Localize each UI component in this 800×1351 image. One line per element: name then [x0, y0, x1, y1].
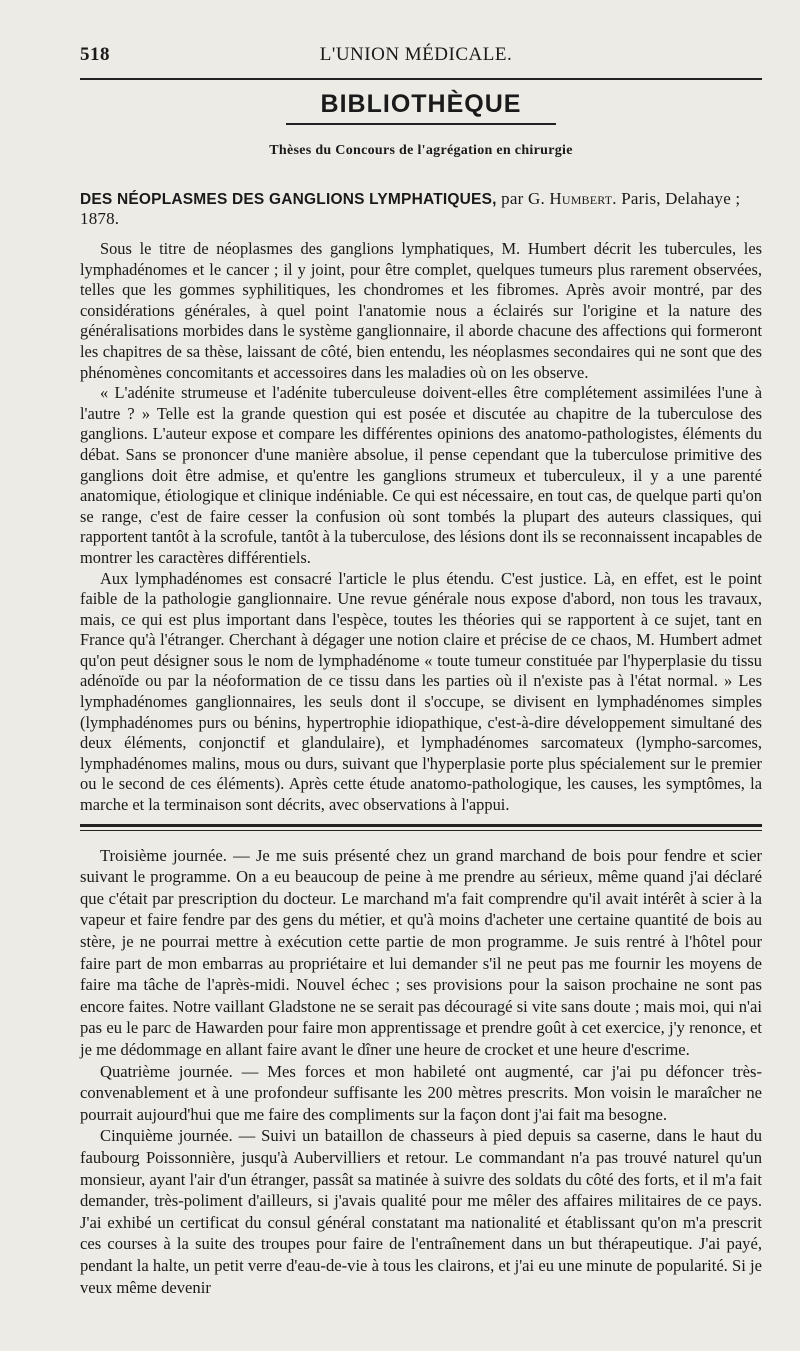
review-paragraph: Aux lymphadénomes est consacré l'article le plus étendu. C'est justice. Là, en effet, est le point faible de la pathologie ganglionnaire. Une revue générale nous expose d'abord, non tous les travaux, mais, ce qui est plus important dans l'espèce, toutes les théories qui se rapportent à ce sujet, tant en France qu'à l'étranger. Cherchant à dégager une notion claire et précise de ce chaos, M. Humbert admet qu'on peut désigner sous le nom de lymphadénome « toute tumeur constituée par l'hyperplasie du tissu adénoïde ou par la néoformation de ce tissu dans les parties où il n'existe pas à l'état normal. » Les lymphadénomes ganglionnaires, les seuls dont il s'occupe, se divisent en lymphadénomes simples (lymphadénomes purs ou bénins, hypertrophie idiopathique, c'est-à-dire développement simultané des deux éléments, conjonctif et glandulaire), et lymphadénomes sarcomateux (lympho-sarcomes, lymphadénomes malins, mous ou durs, suivant que l'hyperplasie porte plus spécialement sur le premier ou le second de ces éléments). Après cette étude anatomo-pathologique, les causes, les symptômes, la marche et la terminaison sont décrits, avec observations à l'appui. [80, 568, 762, 815]
feuilleton-divider-thin [80, 830, 762, 831]
review-author: G. Humbert. [527, 189, 617, 208]
review-paragraph: « L'adénite strumeuse et l'adénite tuberculeuse doivent-elles être complétement assimilées l'une à l'autre ? » Telle est la grande question qui est posée et discutée au chapitre de la tuberculose des ganglions. L'auteur expose et compare les différentes opinions des anatomo-pathologistes, éléments du débat. Sans se prononcer d'une manière absolue, il pense cependant que la tuberculose primitive des ganglions doit être admise, et qu'entre les ganglions strumeux et tuberculeux, il y a une parenté anatomique, étiologique et clinique indéniable. Ce qui est nécessaire, en tout cas, de quelque parti qu'on se range, c'est de faire cesser la confusion où sont tombés la plupart des auteurs classiques, qui rapportent tantôt à la scrofule, tantôt à la tuberculose, des lésions dont ils se reconnaissent incapables de montrer les caractères différentiels. [80, 383, 762, 567]
review-heading [80, 189, 762, 229]
feuilleton-body [80, 845, 762, 1298]
page-header [80, 44, 762, 72]
running-title: L'UNION MÉDICALE. [319, 44, 513, 65]
review-publication: Paris, Delahaye ; 1878. [80, 189, 741, 228]
review-by: par [501, 189, 524, 208]
feuilleton-divider [80, 824, 762, 827]
feuilleton-paragraph: Quatrième journée. — Mes forces et mon habileté ont augmenté, car j'ai pu défoncer très-convenablement et à une profondeur suffisante les 200 mètres prescrits. Mon voisin le maraîcher ne pourrait aujourd'hui que me faire des compliments sur la façon dont j'ai fait ma besogne. [80, 1061, 762, 1124]
feuilleton-paragraph: Cinquième journée. — Suivi un bataillon de chasseurs à pied depuis sa caserne, dans le haut du faubourg Poissonnière, jusqu'à Aubervilliers et retour. Le commandant n'a pas trouvé naturel qu'un monsieur, ayant l'air d'un étranger, passât sa matinée à suivre des soldats du côté des forts, et il m'a fait demander, très-poliment d'ailleurs, si j'avais qualité pour me mêler des affaires militaires de ce pays. J'ai exhibé un certificat du consul général constatant ma nationalité et établissant qu'on m'a prescrit ces courses à la suite des troupes pour faire de l'entraînement dans un but thérapeutique. J'ai payé, pendant la halte, un petit verre d'eau-de-vie à tous les clairons, et j'ai eu une minute de popularité. Si je veux même devenir [80, 1126, 762, 1297]
review-body [80, 239, 762, 816]
review-title: DES NÉOPLASMES DES GANGLIONS LYMPHATIQUES, [80, 191, 497, 208]
feuilleton-paragraph: Troisième journée. — Je me suis présenté chez un grand marchand de bois pour fendre et scier suivant le programme. On a eu beaucoup de peine à me prendre au sérieux, même quand j'ai déclaré que c'était par prescription du docteur. Le marchand m'a fait comprendre qu'il avait intérêt à scier à la vapeur et faire fendre par des gens du métier, et qu'à moins d'acheter une certaine quantité de bois au stère, je ne pourrai mettre à exécution cette partie de mon programme. Je suis rentré à l'hôtel pour faire part de mon embarras au propriétaire et lui demander s'il ne peut pas me fournir les moyens de faire ma tâche de l'après-midi. Nouvel échec ; ses provisions pour la saison prochaine ne sont pas encore faites. Notre vaillant Gladstone ne se serait pas découragé si vite sans doute ; mais moi, qui n'ai pas eu le parc de Hawarden pour faire mon apprentissage et prendre goût à cet exercice, j'y renonce, et je me dédommage en allant faire avant le dîner une heure de crocket et une heure d'escrime. [80, 845, 762, 1059]
review-paragraph: Sous le titre de néoplasmes des ganglions lymphatiques, M. Humbert décrit les tubercules, les lymphadénomes et le cancer ; il y joint, pour être complet, quelques tumeurs plus rarement observées, telles que les gommes syphilitiques, les chondromes et les fibromes. Après avoir montré, par des considérations générales, à quel point l'anatomie nous a éclairés sur l'origine et la nature des généralisations morbides dans le système ganglionnaire, il aborde chacune des affections qui formeront les chapitres de sa thèse, laissant de côté, bien entendu, les néoplasmes secondaires qui ne sont que des phénomènes concomitants et accessoires dans les maladies où on les observe. [80, 239, 762, 382]
page-number: 518 [80, 44, 110, 65]
section-subtitle: Thèses du Concours de l'agrégation en chirurgie [269, 143, 573, 158]
header-rule [80, 78, 762, 80]
section-title: BIBLIOTHÈQUE [320, 90, 522, 118]
section-title-rule [286, 123, 556, 125]
